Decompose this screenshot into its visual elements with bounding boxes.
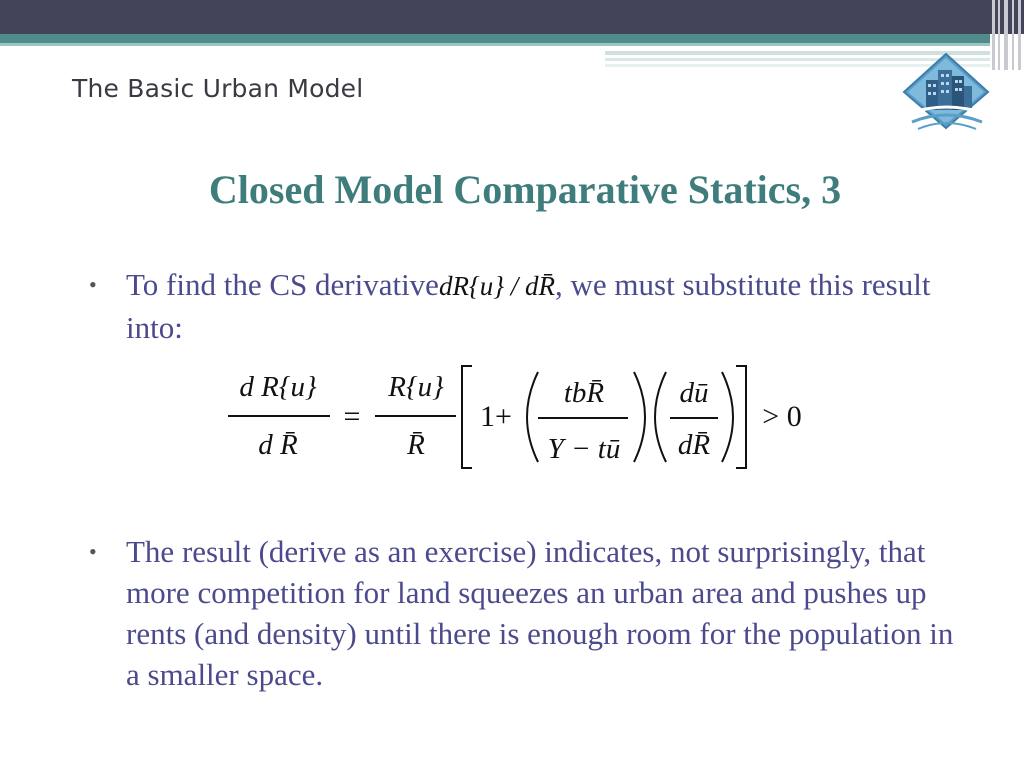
lhs-denominator: d R̄ xyxy=(258,429,298,461)
bullet-cs-derivative xyxy=(89,264,956,348)
bullet2-text: The result (derive as an exercise) indicates, not surprisingly, that more competition for land squeezes an urban area and pushes up rents (and density) until there is enough room for the population in a smaller space. xyxy=(126,534,954,692)
equals-sign: = xyxy=(343,400,361,433)
header-title: The Basic Urban Model xyxy=(72,74,364,103)
bullet1-text-post: , we must substitute this result into: xyxy=(126,267,931,345)
inline-derivative-math: dR{u} / dR̄ xyxy=(438,271,556,301)
frac1-denominator: Y − tū xyxy=(547,433,621,465)
accent-band xyxy=(0,34,990,43)
decor-vertical-bars xyxy=(988,0,1024,70)
rhs-denominator: R̄ xyxy=(407,429,425,461)
bullet-marker: • xyxy=(89,272,97,297)
frac2-denominator: dR̄ xyxy=(677,429,711,461)
inequality: > 0 xyxy=(762,400,802,433)
comparative-statics-equation xyxy=(220,358,810,478)
rhs-numerator: R{u} xyxy=(388,371,444,403)
city-buildings-logo-icon xyxy=(900,52,992,134)
bullet-result xyxy=(89,531,956,695)
frac2-numerator: dū xyxy=(679,377,709,409)
lhs-numerator: d R{u} xyxy=(239,371,317,403)
accent-band-light xyxy=(0,43,990,46)
slide-title: Closed Model Comparative Statics, 3 xyxy=(208,167,842,212)
one-plus: 1+ xyxy=(480,400,512,433)
bullet-marker: • xyxy=(89,539,97,564)
frac1-numerator: tbR̄ xyxy=(563,377,605,409)
bullet1-text-pre: To find the CS derivative xyxy=(126,267,439,302)
top-bar xyxy=(0,0,1024,34)
